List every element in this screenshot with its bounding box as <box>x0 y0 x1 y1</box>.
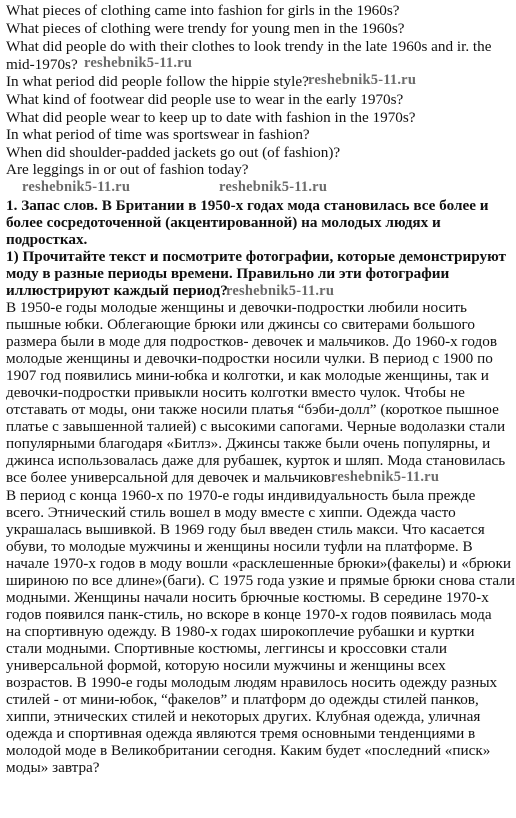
paragraph-line: В 1950-е годы молодые женщины и девочки-подростки любили носить <box>6 299 467 316</box>
paragraph-line: всего. Этнический стиль вошел в моду вместе с хиппи. Одежда часто <box>6 504 456 521</box>
task-instruction-line: моду в разные периоды времени. Правильно ли эти фотографии <box>6 265 450 282</box>
task-heading-line: более сосредоточенной (акцентированной) на молодых людях и <box>6 214 441 231</box>
paragraph-line: одежда и спортивная одежда являются тремя основными тенденциями в <box>6 725 476 742</box>
question-line: When did shoulder-padded jackets go out (of fashion)? <box>6 144 341 161</box>
paragraph-line: модными. Женщины начали носить брючные костюмы. В середине 1970-х <box>6 589 489 606</box>
paragraph-line: универсальной формой, которую носили мужчины и женщины всех <box>6 657 446 674</box>
question-line: What pieces of clothing were trendy for young men in the 1960s? <box>6 20 405 37</box>
watermark: reshebnik5-11.ru <box>308 72 417 88</box>
paragraph-line: платье с завышенной талией) с высокими сапогами. Черные водолазки стали <box>6 418 506 435</box>
question-line: In what period did people follow the hippie style? <box>6 73 309 90</box>
question-line: Are leggings in or out of fashion today? <box>6 161 249 178</box>
paragraph-line: моды» завтра? <box>6 759 100 776</box>
task-instruction-line: 1) Прочитайте текст и посмотрите фотографии, которые демонстрируют <box>6 248 506 265</box>
task-heading-line: 1. Запас слов. В Британии в 1950-х годах мода становилась все более и <box>6 197 489 214</box>
paragraph-line: размера были в моде для подростков- девочек и мальчиков. До 1960-х годов <box>6 333 498 350</box>
paragraph-line: молодые женщины и девочки-подростки носили чулки. В период с 1900 по <box>6 350 493 367</box>
question-line: What kind of footwear did people use to wear in the early 1970s? <box>6 91 404 108</box>
task-instruction-line: иллюстрируют каждый период? <box>6 282 228 299</box>
paragraph-line: обуви, то молодые мужчины и женщины носили туфли на платформе. В <box>6 538 473 555</box>
paragraph-line: хиппи, этнических стилей и некоторых других. Клубная одежда, уличная <box>6 708 481 725</box>
watermark: reshebnik5-11.ru <box>226 283 335 299</box>
watermark: reshebnik5-11.ru <box>84 55 193 71</box>
watermark: reshebnik5-11.ru <box>22 179 131 195</box>
paragraph-line: молодой моде в Великобритании сегодня. Каким будет «последний «писк» <box>6 742 491 759</box>
paragraph-line: начале 1970-х годов в моду вошли «расклешенные брюки»(факелы) и «брюки <box>6 555 511 572</box>
paragraph-line: В период с конца 1960-х по 1970-е годы индивидуальность была прежде <box>6 487 476 504</box>
paragraph-line: джинса использовалась даже для рубашек, курток и шляп. Мода становилась <box>6 452 506 469</box>
question-line: What did people do with their clothes to look trendy in the late 1960s and ir. the <box>6 38 492 55</box>
question-line: What did people wear to keep up to date with fashion in the 1970s? <box>6 109 416 126</box>
paragraph-line: годов появился панк-стиль, но вскоре в конце 1970-х годов появилась мода <box>6 606 492 623</box>
paragraph-line: популярными благодаря «Битлз». Джинсы также были очень популярны, и <box>6 435 491 452</box>
paragraph-line: стилей - от мини-юбок, “факелов” и платформ до одежды стилей панков, <box>6 691 479 708</box>
paragraph-line: все более универсальной для девочек и мальчиков. <box>6 469 335 486</box>
question-line: In what period of time was sportswear in fashion? <box>6 126 310 143</box>
task-heading-line: подростках. <box>6 231 88 248</box>
paragraph-line: шириною по все длине»(баги). С 1975 года узкие и прямые брюки снова стали <box>6 572 515 589</box>
paragraph-line: отставать от моды, они также носили платья “бэби-долл” (короткое пышное <box>6 401 499 418</box>
watermark: reshebnik5-11.ru <box>331 469 440 485</box>
paragraph-line: украшалась вышивкой. В 1969 году был введен стиль макси. Что касается <box>6 521 485 538</box>
paragraph-line: стали модными. Спортивные костюмы, леггинсы и кроссовки стали <box>6 640 448 657</box>
paragraph-line: возрастов. В 1990-е годы молодым людям нравилось носить одежду разных <box>6 674 498 691</box>
watermark: reshebnik5-11.ru <box>219 179 328 195</box>
question-line: What pieces of clothing came into fashion for girls in the 1960s? <box>6 2 400 19</box>
paragraph-line: пышные юбки. Облегающие брюки или джинсы со свитерами большого <box>6 316 475 333</box>
paragraph-line: 1907 год появились мини-юбка и колготки, и как молодые женщины, так и <box>6 367 489 384</box>
paragraph-line: на спортивную одежду. В 1980-х годах широкоплечие рубашки и куртки <box>6 623 475 640</box>
paragraph-line: девочки-подростки привыкли носить колготки вместо чулок. Чтобы не <box>6 384 465 401</box>
question-line: mid-1970s? <box>6 56 78 73</box>
